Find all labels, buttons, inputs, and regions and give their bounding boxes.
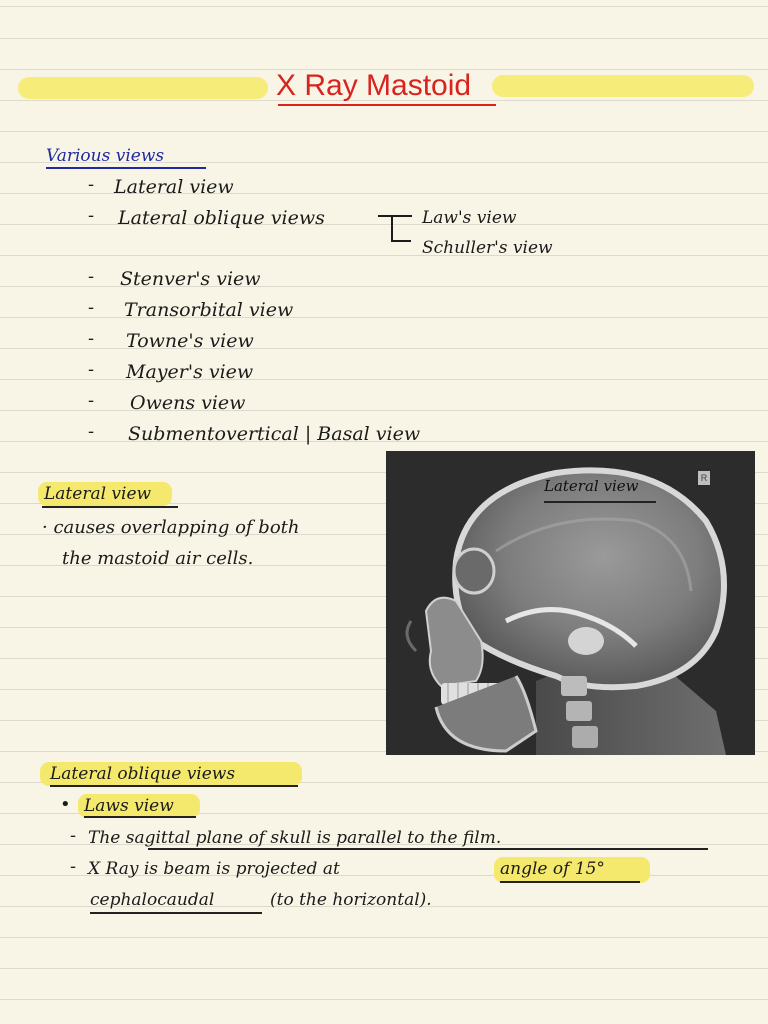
laws-note-angle: angle of 15° [500, 859, 605, 879]
bullet-dot: • [60, 794, 71, 815]
xray-caption: Lateral view [544, 477, 639, 495]
list-item-townes: Towne's view [126, 330, 254, 352]
lateral-view-heading: Lateral view [44, 484, 152, 504]
laws-note-line3-suffix: (to the horizontal). [270, 890, 432, 910]
lateral-oblique-heading: Lateral oblique views [50, 764, 236, 784]
xray-caption-underline [544, 501, 656, 503]
sagittal-underline [148, 848, 708, 850]
bullet-dash: - [88, 297, 95, 318]
laws-note-line1: The sagittal plane of skull is parallel to the film. [88, 828, 502, 848]
bullet-dash: - [88, 205, 95, 226]
title-highlight-left [18, 77, 268, 99]
list-item-mayers: Mayer's view [126, 361, 254, 383]
bullet-dash: - [88, 359, 95, 380]
laws-view-underline [84, 816, 196, 818]
subview-laws: Law's view [422, 208, 517, 228]
list-item-lateral-oblique: Lateral oblique views [118, 207, 325, 229]
list-item-stenvers: Stenver's view [120, 268, 261, 290]
bracket-line [391, 240, 411, 242]
title-highlight-right [492, 75, 754, 97]
various-views-heading: Various views [46, 146, 165, 166]
list-item-lateral: Lateral view [114, 176, 234, 198]
lateral-view-note-line2: the mastoid air cells. [62, 548, 254, 569]
various-views-underline [46, 167, 206, 169]
skull-xray-drawing [386, 451, 755, 755]
bullet-dash: - [88, 390, 95, 411]
bullet-dash: - [88, 174, 95, 195]
bullet-dash: - [88, 421, 95, 442]
bullet-dash: - [70, 856, 77, 877]
list-item-submentovertical: Submentovertical | Basal view [128, 423, 421, 445]
page-title: X Ray Mastoid [276, 69, 472, 102]
angle-underline [500, 881, 640, 883]
orientation-badge: R [698, 471, 710, 485]
laws-note-cephalocaudal: cephalocaudal [90, 890, 215, 910]
list-item-owens: Owens view [130, 392, 246, 414]
cephalocaudal-underline [90, 912, 262, 914]
list-item-transorbital: Transorbital view [124, 299, 294, 321]
lateral-oblique-underline [50, 785, 298, 787]
lateral-view-underline [42, 506, 178, 508]
bullet-dash: - [70, 825, 77, 846]
laws-note-line2-prefix: X Ray is beam is projected at [88, 859, 340, 879]
bracket-line [391, 216, 393, 240]
bullet-dash: - [88, 328, 95, 349]
skull-xray-image [386, 451, 755, 755]
bracket-line [378, 215, 412, 217]
subview-schullers: Schuller's view [422, 238, 553, 258]
lateral-view-note-line1: · causes overlapping of both [42, 517, 300, 538]
title-underline [278, 104, 496, 106]
bullet-dash: - [88, 266, 95, 287]
laws-view-subheading: Laws view [84, 796, 174, 816]
